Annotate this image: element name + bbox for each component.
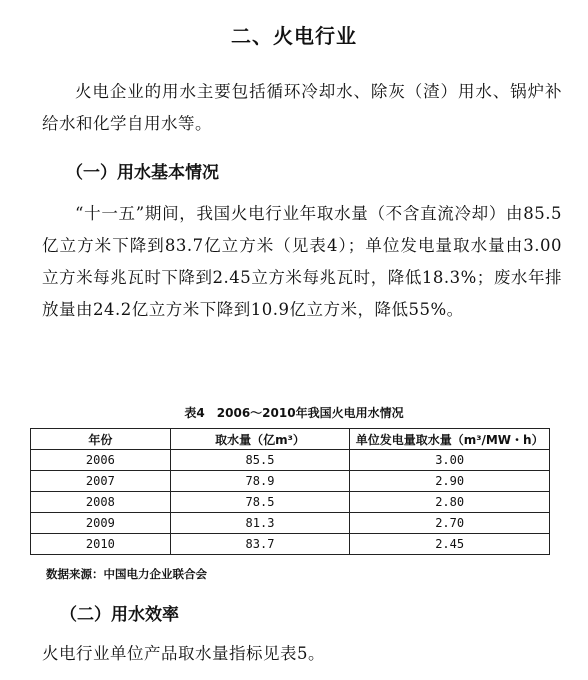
cell-withdrawal: 81.3	[170, 513, 350, 534]
cell-unit-withdrawal: 2.80	[350, 492, 550, 513]
table-row	[31, 450, 550, 471]
subsection-heading-1: （一）用水基本情况	[66, 163, 219, 183]
water-use-table	[30, 428, 550, 555]
cell-withdrawal: 83.7	[170, 534, 350, 555]
subsection-heading-2: （二）用水效率	[60, 605, 179, 625]
cell-year: 2007	[31, 471, 171, 492]
table-row	[31, 471, 550, 492]
cell-withdrawal: 78.5	[170, 492, 350, 513]
subsection-1-body: “十一五”期间，我国火电行业年取水量（不含直流冷却）由85.5亿立方米下降到83.7亿立方米（见表4）；单位发电量取水量由3.00 立方米每兆瓦时下降到2.45立方米每兆瓦时，降低18.3%；废水年排放量由24.2亿立方米下降到10.9亿立方米，降低55%。	[42, 204, 562, 319]
table-header-row	[31, 429, 550, 450]
cell-unit-withdrawal: 3.00	[350, 450, 550, 471]
cell-year: 2009	[31, 513, 171, 534]
column-header-withdrawal: 取水量（亿m³）	[170, 429, 350, 450]
cell-withdrawal: 85.5	[170, 450, 350, 471]
table-caption: 表4 2006～2010年我国火电用水情况	[184, 406, 404, 420]
cell-year: 2010	[31, 534, 171, 555]
cell-unit-withdrawal: 2.90	[350, 471, 550, 492]
table-row	[31, 513, 550, 534]
table-row	[31, 534, 550, 555]
column-header-unit-withdrawal: 单位发电量取水量（m³/MW・h）	[350, 429, 550, 450]
subsection-2-body: 火电行业单位产品取水量指标见表5。	[42, 644, 325, 663]
cell-year: 2008	[31, 492, 171, 513]
cell-year: 2006	[31, 450, 171, 471]
section-title: 二、火电行业	[231, 24, 357, 48]
column-header-year: 年份	[31, 429, 171, 450]
cell-withdrawal: 78.9	[170, 471, 350, 492]
table-row	[31, 492, 550, 513]
cell-unit-withdrawal: 2.70	[350, 513, 550, 534]
data-source-note: 数据来源：中国电力企业联合会	[46, 567, 207, 581]
cell-unit-withdrawal: 2.45	[350, 534, 550, 555]
intro-paragraph: 火电企业的用水主要包括循环冷却水、除灰（渣）用水、锅炉补给水和化学自用水等。	[42, 82, 562, 133]
